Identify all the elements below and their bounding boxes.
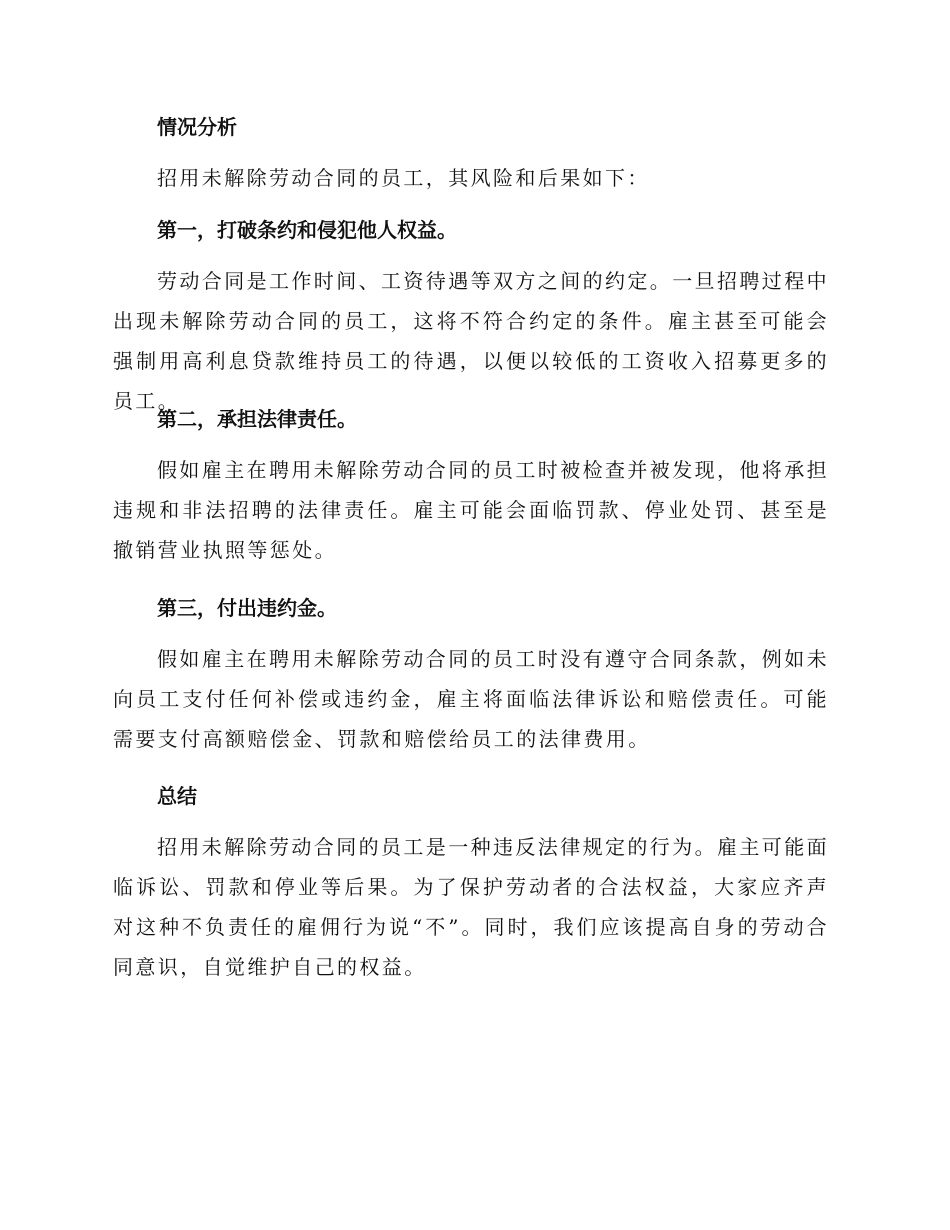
summary-paragraph: 招用未解除劳动合同的员工是一种违反法律规定的行为。雇主可能面临诉讼、罚款和停业等后果。为了保护劳动者的合法权益，大家应齐声对这种不负责任的雇佣行为说“不”。同时，我们应该提高自身的劳动合同意识，自觉维护自己的权益。 bbox=[113, 835, 829, 979]
section-3-title: 第三，付出违约金。 bbox=[157, 596, 337, 620]
section-1-body: 劳动合同是工作时间、工资待遇等双方之间的约定。一旦招聘过程中出现未解除劳动合同的员工，这将不符合约定的条件。雇主甚至可能会强制用高利息贷款维持员工的待遇，以便以较低的工资收入招募更多的员工。 bbox=[113, 269, 829, 413]
section-2-body: 假如雇主在聘用未解除劳动合同的员工时被检查并被发现，他将承担违规和非法招聘的法律责任。雇主可能会面临罚款、停业处罚、甚至是撤销营业执照等惩处。 bbox=[113, 458, 829, 562]
section-2-title: 第二，承担法律责任。 bbox=[157, 407, 357, 431]
section-1-title: 第一，打破条约和侵犯他人权益。 bbox=[157, 218, 457, 242]
section-3-body: 假如雇主在聘用未解除劳动合同的员工时没有遵守合同条款，例如未向员工支付任何补偿或违约金，雇主将面临法律诉讼和赔偿责任。可能需要支付高额赔偿金、罚款和赔偿给员工的法律费用。 bbox=[113, 647, 829, 751]
intro-paragraph: 招用未解除劳动合同的员工，其风险和后果如下： bbox=[157, 166, 650, 190]
heading-summary: 总结 bbox=[157, 784, 197, 808]
heading-analysis: 情况分析 bbox=[157, 115, 237, 139]
